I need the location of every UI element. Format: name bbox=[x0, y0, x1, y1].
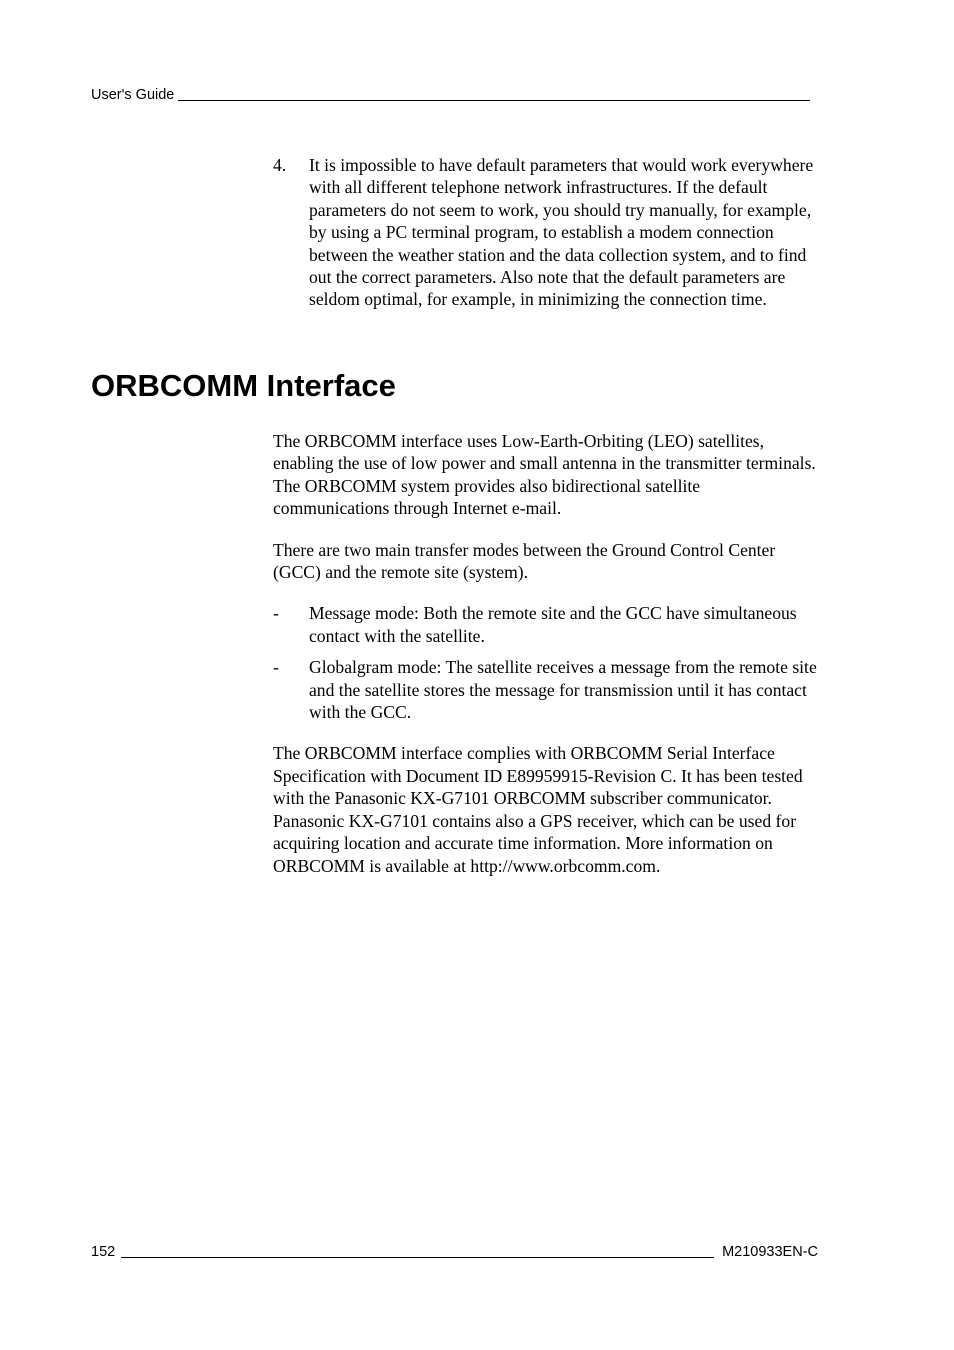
numbered-list bbox=[273, 154, 818, 311]
list-item bbox=[273, 602, 818, 647]
bullet-text: Message mode: Both the remote site and the GCC have simultaneous contact with the satellite. bbox=[309, 603, 797, 646]
intro-paragraph: The ORBCOMM interface uses Low-Earth-Orbiting (LEO) satellites, enabling the use of low power and small antenna in the transmitter terminals. The ORBCOMM system provides also bidirectional satellite communications through Internet e-mail. bbox=[273, 431, 816, 519]
list-number: 4. bbox=[273, 155, 287, 175]
header-rule bbox=[178, 100, 810, 101]
page-header bbox=[91, 86, 810, 104]
bullet-marker: - bbox=[273, 603, 279, 624]
document-code: M210933EN-C bbox=[722, 1244, 818, 1260]
section-title: ORBCOMM Interface bbox=[91, 368, 396, 403]
bullet-text: Globalgram mode: The satellite receives a message from the remote site and the satellite stores the message for transmission until it has contact with the GCC. bbox=[309, 657, 817, 723]
section-body bbox=[273, 430, 818, 877]
transfer-modes-list bbox=[273, 602, 818, 723]
numbered-list-item bbox=[273, 154, 818, 311]
list-item bbox=[273, 656, 818, 723]
page-number: 152 bbox=[91, 1244, 116, 1260]
header-title: User's Guide bbox=[91, 87, 175, 103]
page-footer bbox=[91, 1243, 818, 1261]
closing-paragraph: The ORBCOMM interface complies with ORBCOMM Serial Interface Specification with Document ID E89959915-Revision C. It has been tested with the Panasonic KX-G7101 ORBCOMM subscriber communicator. Panasonic KX-G7101 contains also a GPS receiver, which can be used for acquiring location and accurate time information. More information on ORBCOMM is available at http://www.orbcomm.com. bbox=[273, 743, 803, 876]
list-item-text: It is impossible to have default parameters that would work everywhere with all different telephone network infrastructures. If the default parameters do not seem to work, you should try manually, for example, by using a PC terminal program, to establish a modem connection between the weather station and the data collection system, and to find out the correct parameters. Also note that the default parameters are seldom optimal, for example, in minimizing the connection time. bbox=[309, 155, 814, 310]
bullet-marker: - bbox=[273, 657, 279, 678]
transfer-modes-paragraph: There are two main transfer modes between the Ground Control Center (GCC) and the remote site (system). bbox=[273, 539, 776, 583]
footer-rule bbox=[121, 1257, 714, 1258]
